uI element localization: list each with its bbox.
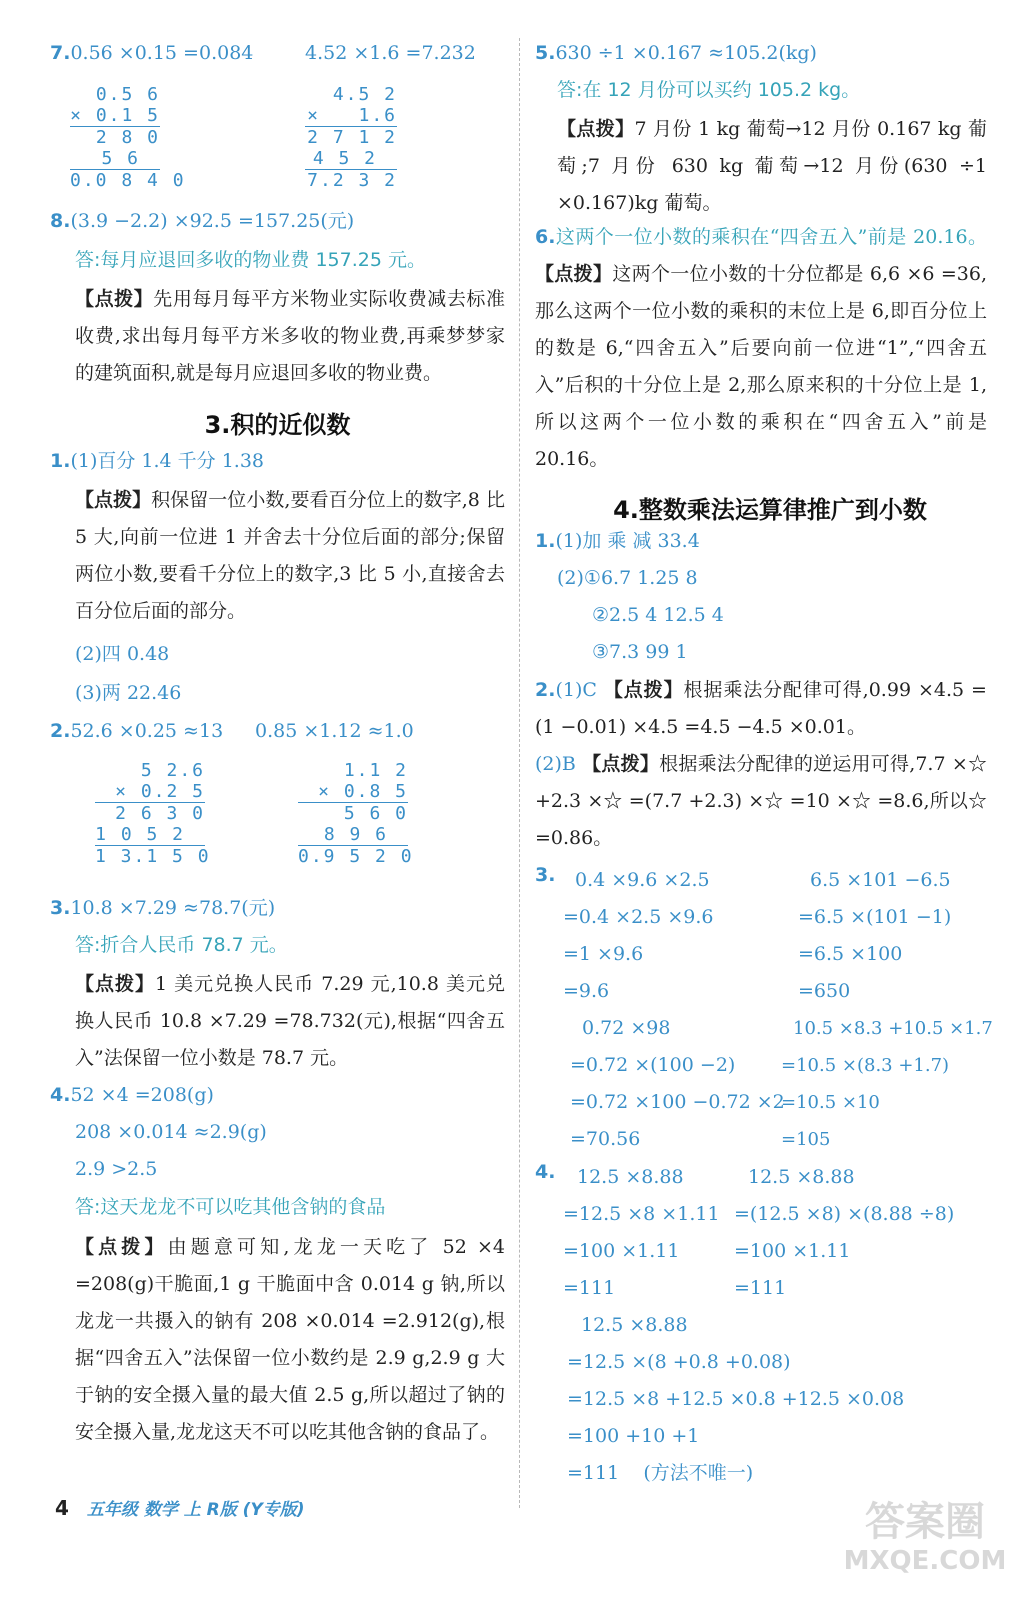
calc-result: 0.0 8 4 0 <box>70 170 186 191</box>
calc-step: 6.5 ×101 −6.5 <box>810 869 951 891</box>
section-heading-3: 3.积的近似数 <box>204 411 351 439</box>
question-number: 4. <box>535 1161 556 1183</box>
watermark-logo <box>840 1500 1010 1590</box>
s3q1-answer-c: (3)两 22.46 <box>75 682 182 704</box>
s3q1-answer-b: (2)四 0.48 <box>75 643 170 665</box>
question-number: 5. <box>535 42 556 64</box>
question-number: 2. <box>50 720 71 742</box>
q8-eq: (3.9 −2.2) ×92.5 =157.25(元) <box>70 210 355 232</box>
q7-eq2: 4.52 ×1.6 =7.232 <box>305 42 476 64</box>
page-footer <box>55 1495 305 1520</box>
q5-tip <box>557 111 987 222</box>
q7-vertical-calc-1 <box>70 84 186 191</box>
calc-step: 10.5 ×8.3 +10.5 ×1.7 <box>793 1018 993 1039</box>
q8-answer: 答:每月应退回多收的物业费 157.25 元。 <box>75 249 426 271</box>
calc-row: 2 7 1 2 <box>305 126 397 148</box>
question-number: 3. <box>535 864 556 886</box>
calc-step: =650 <box>798 980 851 1002</box>
s4q4-calc-2 <box>734 1159 955 1307</box>
calc-step: 12.5 ×8.88 <box>581 1314 688 1336</box>
calc-row: × 0.1 5 <box>70 105 160 126</box>
tip-text: 先用每月每平方米物业实际收费减去标准收费,求出每月每平方米多收的物业费,再乘梦梦家的建筑面积,就是每月应退回多收的物业费。 <box>75 288 505 384</box>
tip-text: 这两个一位小数的十分位都是 6,6 ×6 =36,那么这两个一位小数的乘积的末位上是 6,即百分位上的数是 6,“四舍五入”后要向前一位进“1”,“四舍五入”后积的十分位上是 2,那么原来积的十分位上是 1,所以这两个一位小数的乘积在“四舍五入”前是 20.16。 <box>535 263 987 470</box>
s4q3-number <box>535 862 555 888</box>
s4q3-calc-3 <box>570 1010 785 1158</box>
calc-step: =111 <box>734 1277 787 1299</box>
calc-step: =100 ×1.11 <box>734 1240 851 1262</box>
calc-step: =105 <box>781 1129 831 1150</box>
s3q3-eq: 10.8 ×7.29 ≈78.7(元) <box>70 897 276 919</box>
question-number: 1. <box>535 530 556 552</box>
tip-tag: 【点拨】 <box>75 1236 168 1258</box>
calc-row: 5 2.6 <box>140 760 205 781</box>
q6-block <box>535 219 987 478</box>
calc-step: 12.5 ×8.88 <box>748 1166 855 1188</box>
calc-step: =10.5 ×(8.3 +1.7) <box>781 1055 950 1076</box>
s4q3-calc-1 <box>563 862 714 1010</box>
s3q4-answer: 答:这天龙龙不可以吃其他含钠的食品 <box>75 1196 386 1218</box>
question-number: 7. <box>50 42 71 64</box>
calc-step: =100 ×1.11 <box>563 1240 680 1262</box>
calc-step: =0.4 ×2.5 ×9.6 <box>563 906 714 928</box>
page-number: 4 <box>55 1496 69 1520</box>
s3q2-vertical-calc-2 <box>298 760 414 867</box>
s3q1-answer-a: (1)百分 1.4 千分 1.38 <box>70 450 265 472</box>
q7-eq1: 0.56 ×0.15 =0.084 <box>70 42 254 64</box>
q5-answer: 答:在 12 月份可以买约 105.2 kg。 <box>557 79 861 101</box>
tip-tag: 【点拨】 <box>535 263 613 285</box>
calc-row: 8 9 6 <box>323 824 388 845</box>
s3q3-line <box>50 895 275 921</box>
tip-text: 7 月份 1 kg 葡萄→12 月份 0.167 kg 葡萄;7 月份 630 kg 葡萄→12 月份(630 ÷1 ×0.167)kg 葡萄。 <box>557 118 987 214</box>
s4q3-calc-2 <box>798 862 952 1010</box>
tip-tag: 【点拨】 <box>582 753 660 775</box>
s3q4-tip <box>75 1229 505 1451</box>
s4q2-answer-b: (2)B <box>535 753 576 775</box>
s4q2-answer-a: (1)C <box>555 679 597 701</box>
calc-step: =9.6 <box>563 980 610 1002</box>
s4q4-calc-3 <box>567 1307 905 1492</box>
watermark-line: 答案圈 <box>865 1499 985 1545</box>
calc-step: =12.5 ×8 +12.5 ×0.8 +12.5 ×0.08 <box>567 1388 905 1410</box>
calc-step: =12.5 ×8 ×1.11 <box>563 1203 720 1225</box>
calc-step: 12.5 ×8.88 <box>577 1166 684 1188</box>
tip-tag: 【点拨】 <box>603 679 684 701</box>
s3q2-eq1: 52.6 ×0.25 ≈13 <box>70 720 224 742</box>
calc-row: 0.5 6 <box>95 84 160 105</box>
s4q1-answer-b2: ②2.5 4 12.5 4 <box>592 604 724 626</box>
footer-title: 五年级 数学 上 R版 (Y专版) <box>86 1500 305 1520</box>
s3q2-line <box>50 718 223 744</box>
q6-answer: 这两个一位小数的乘积在“四舍五入”前是 20.16。 <box>555 226 987 248</box>
calc-row: × 0.8 5 <box>318 781 408 802</box>
calc-step: =111 <box>567 1462 620 1484</box>
calc-result: 7.2 3 2 <box>305 169 397 191</box>
calc-row: × 0.2 5 <box>115 781 205 802</box>
calc-row: 1 0 5 2 <box>95 824 185 845</box>
s3q2-vertical-calc-1 <box>95 760 211 867</box>
calc-step: =1 ×9.6 <box>563 943 644 965</box>
question-number: 4. <box>50 1084 71 1106</box>
s4q4-calc-1 <box>563 1159 720 1307</box>
calc-row: 2 8 0 <box>70 126 160 148</box>
s4q3-calc-4 <box>781 1010 993 1158</box>
tip-tag: 【点拨】 <box>75 489 152 511</box>
calc-step: =6.5 ×100 <box>798 943 903 965</box>
question-number: 1. <box>50 450 71 472</box>
calc-step: =6.5 ×(101 −1) <box>798 906 952 928</box>
s4q4-number <box>535 1159 555 1185</box>
section-heading-4: 4.整数乘法运算律推广到小数 <box>613 496 927 524</box>
q8-tip <box>75 281 505 392</box>
calc-step: =10.5 ×10 <box>781 1092 880 1113</box>
question-number: 6. <box>535 226 556 248</box>
question-number: 2. <box>535 679 556 701</box>
s3q1-line <box>50 448 264 474</box>
calc-step: =100 +10 +1 <box>567 1425 700 1447</box>
calc-step: =0.72 ×(100 −2) <box>570 1054 736 1076</box>
tip-tag: 【点拨】 <box>75 288 154 310</box>
s3q2-eq2: 0.85 ×1.12 ≈1.0 <box>255 720 414 742</box>
calc-step: =111 <box>563 1277 616 1299</box>
q8-line <box>50 208 354 234</box>
s3q4-l1: 52 ×4 =208(g) <box>70 1084 214 1106</box>
q5-eq: 630 ÷1 ×0.167 ≈105.2(kg) <box>555 42 817 64</box>
calc-row: 5 6 0 <box>298 802 408 824</box>
s3q4-l2: 208 ×0.014 ≈2.9(g) <box>75 1121 267 1143</box>
s4q2-block <box>535 672 987 857</box>
question-number: 8. <box>50 210 71 232</box>
calc-step: 0.72 ×98 <box>582 1017 671 1039</box>
calc-step: 0.4 ×9.6 ×2.5 <box>575 869 710 891</box>
method-note: (方法不唯一) <box>643 1462 754 1484</box>
calc-result: 1 3.1 5 0 <box>95 846 211 867</box>
q7-line <box>50 40 253 66</box>
column-divider <box>519 38 520 1508</box>
calc-step: =(12.5 ×8) ×(8.88 ÷8) <box>734 1203 955 1225</box>
calc-step: =12.5 ×(8 +0.8 +0.08) <box>567 1351 791 1373</box>
s4q1-answer-a: (1)加 乘 减 33.4 <box>555 530 700 552</box>
tip-text: 根据乘法分配律的逆运用可得,7.7 ×☆ +2.3 ×☆ =(7.7 +2.3) ×☆ =10 ×☆ =8.6,所以☆ =0.86。 <box>535 753 987 849</box>
s3q4-l3: 2.9 >2.5 <box>75 1158 158 1180</box>
tip-tag: 【点拨】 <box>75 973 156 995</box>
calc-row: 4.5 2 <box>332 84 397 105</box>
calc-row: × 1.6 <box>307 105 397 126</box>
calc-row: 5 6 <box>101 148 140 169</box>
tip-text: 积保留一位小数,要看百分位上的数字,8 比 5 大,向前一位进 1 并舍去十分位后面的部分;保留两位小数,要看千分位上的数字,3 比 5 小,直接舍去百分位后面的部分。 <box>75 489 505 622</box>
watermark-line: MXQE.COM <box>843 1546 1007 1576</box>
tip-text: 1 美元兑换人民币 7.29 元,10.8 美元兑换人民币 10.8 ×7.29 =78.732(元),根据“四舍五入”法保留一位小数是 78.7 元。 <box>75 973 505 1069</box>
s3q3-answer: 答:折合人民币 78.7 元。 <box>75 934 288 956</box>
calc-step: =0.72 ×100 −0.72 ×2 <box>570 1091 785 1113</box>
q7-vertical-calc-2 <box>305 84 397 191</box>
s3q3-tip <box>75 966 505 1077</box>
tip-text: 由题意可知,龙龙一天吃了 52 ×4 =208(g)干脆面,1 g 干脆面中含 0.014 g 钠,所以龙龙一共摄入的钠有 208 ×0.014 =2.912(g),根据“四舍五入”法保留一位小数约是 2.9 g,2.9 g 大于钠的安全摄入量的最大值 2.5 g,所以超过了钠的安全摄入量,龙龙这天不可以吃其他含钠的食品了。 <box>75 1236 505 1443</box>
q5-line <box>535 40 817 66</box>
s4q1-answer-b1: (2)①6.7 1.25 8 <box>557 567 698 589</box>
s3q1-tip <box>75 482 505 630</box>
calc-row: 2 6 3 0 <box>95 802 205 824</box>
tip-tag: 【点拨】 <box>557 118 635 140</box>
calc-step: =70.56 <box>570 1128 641 1150</box>
calc-step-last <box>567 1455 904 1492</box>
calc-row: 1.1 2 <box>343 760 408 781</box>
calc-result: 0.9 5 2 0 <box>298 846 414 867</box>
s4q1-line <box>535 528 700 554</box>
calc-row: 4 5 2 <box>312 148 377 169</box>
question-number: 3. <box>50 897 71 919</box>
s3q4-line <box>50 1082 214 1108</box>
tip-text: 根据乘法分配律可得,0.99 ×4.5 =(1 −0.01) ×4.5 =4.5 −4.5 ×0.01。 <box>535 679 987 738</box>
s4q1-answer-b3: ③7.3 99 1 <box>592 641 688 663</box>
